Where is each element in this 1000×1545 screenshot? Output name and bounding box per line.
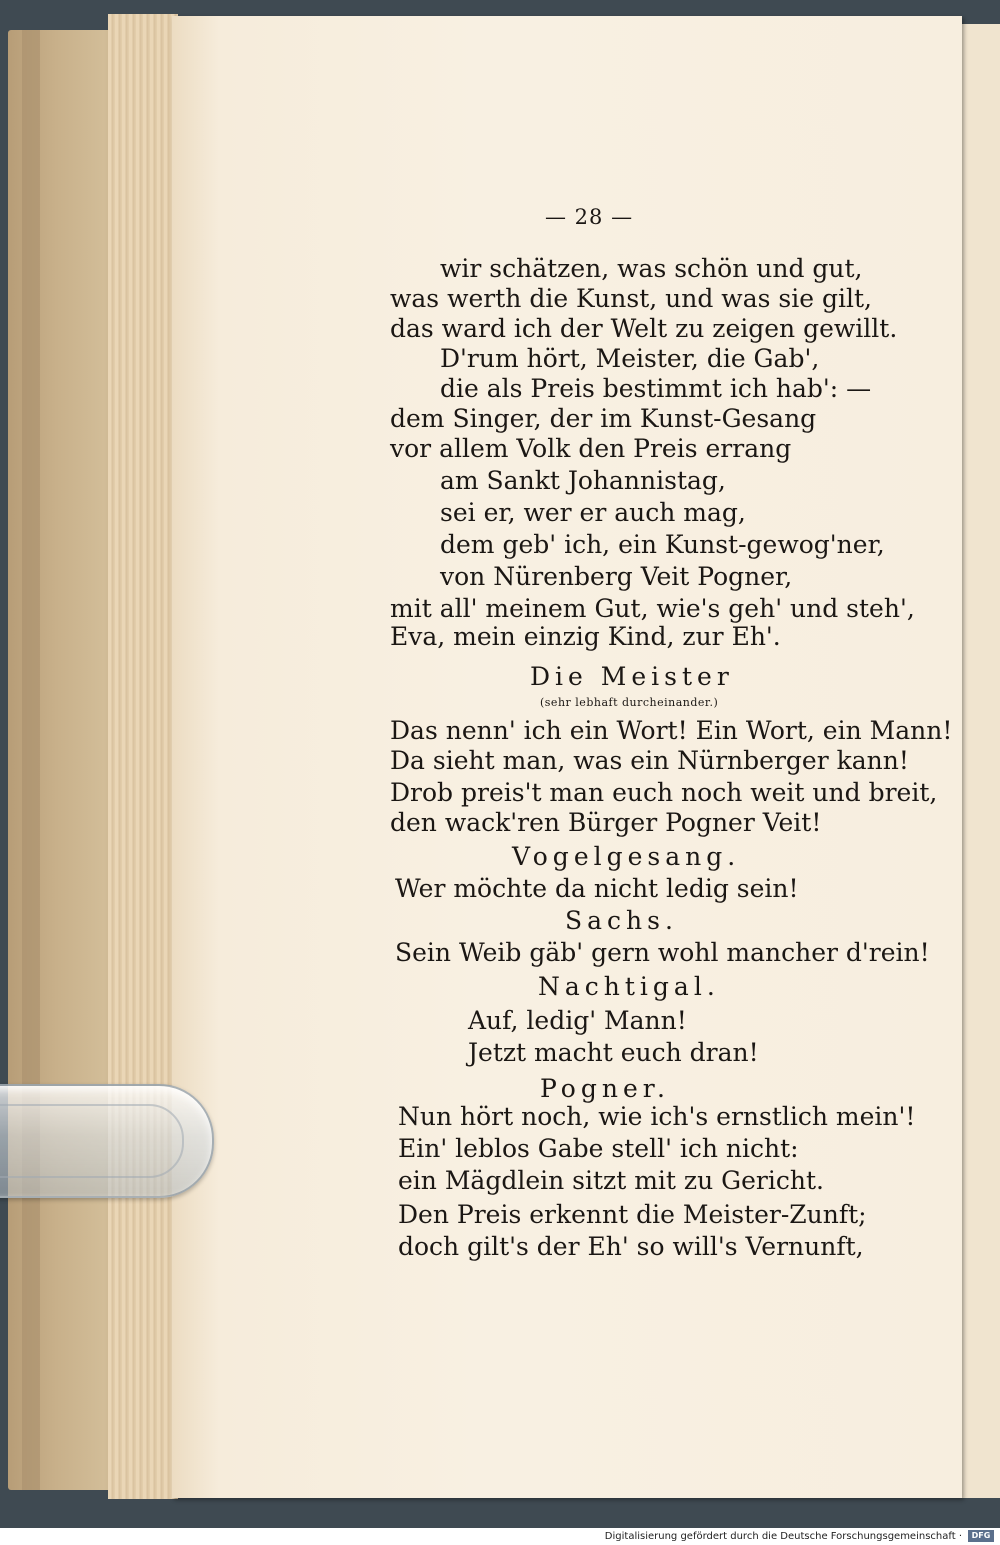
verse-line: am Sankt Johannistag, [440, 466, 726, 495]
verse-line: Da sieht man, was ein Nürnberger kann! [390, 746, 909, 775]
verse-line: Eva, mein einzig Kind, zur Eh'. [390, 622, 781, 651]
stage-direction: (sehr lebhaft durcheinander.) [540, 696, 719, 709]
speaker-name: Nachtigal. [538, 972, 720, 1001]
page-block-edges [108, 14, 178, 1499]
page-number: — 28 — [545, 205, 634, 229]
plastic-clip-inner [0, 1104, 184, 1178]
verse-line: dem geb' ich, ein Kunst-gewog'ner, [440, 530, 885, 559]
verse-line: D'rum hört, Meister, die Gab', [440, 344, 820, 373]
verse-line: Wer möchte da nicht ledig sein! [395, 874, 799, 903]
verse-line: mit all' meinem Gut, wie's geh' und steh', [390, 594, 915, 623]
dfg-logo: DFG [968, 1530, 994, 1542]
speaker-name: Pogner. [540, 1074, 670, 1103]
verse-line: das ward ich der Welt zu zeigen gewillt. [390, 314, 898, 343]
verse-line: Nun hört noch, wie ich's ernstlich mein'! [398, 1102, 916, 1131]
verse-line: was werth die Kunst, und was sie gilt, [390, 284, 872, 313]
speaker-name: Die Meister [530, 662, 734, 691]
verse-line: Ein' leblos Gabe stell' ich nicht: [398, 1134, 799, 1163]
verse-line: Den Preis erkennt die Meister-Zunft; [398, 1200, 867, 1229]
verse-line: Das nenn' ich ein Wort! Ein Wort, ein Mann! [390, 716, 953, 745]
adjacent-page [960, 24, 1000, 1498]
book-cover-edge [22, 30, 40, 1490]
verse-line: sei er, wer er auch mag, [440, 498, 746, 527]
verse-line: Sein Weib gäb' gern wohl mancher d'rein! [395, 938, 930, 967]
verse-line: den wack'ren Bürger Pogner Veit! [390, 808, 822, 837]
verse-line: wir schätzen, was schön und gut, [440, 254, 863, 283]
verse-line: Drob preis't man euch noch weit und breit, [390, 778, 938, 807]
verse-line: Auf, ledig' Mann! [468, 1006, 687, 1035]
verse-line: von Nürenberg Veit Pogner, [440, 562, 793, 591]
verse-line: Jetzt macht euch dran! [468, 1038, 759, 1067]
speaker-name: Sachs. [565, 906, 678, 935]
verse-line: doch gilt's der Eh' so will's Vernunft, [398, 1232, 864, 1261]
verse-line: vor allem Volk den Preis errang [390, 434, 792, 463]
footer-bar [0, 1528, 1000, 1545]
speaker-name: Vogelgesang. [512, 842, 741, 871]
verse-line: die als Preis bestimmt ich hab': — [440, 374, 872, 403]
footer-credit: Digitalisierung gefördert durch die Deutsche Forschungsgemeinschaft · [604, 1531, 962, 1542]
verse-line: ein Mägdlein sitzt mit zu Gericht. [398, 1166, 824, 1195]
verse-line: dem Singer, der im Kunst-Gesang [390, 404, 817, 433]
